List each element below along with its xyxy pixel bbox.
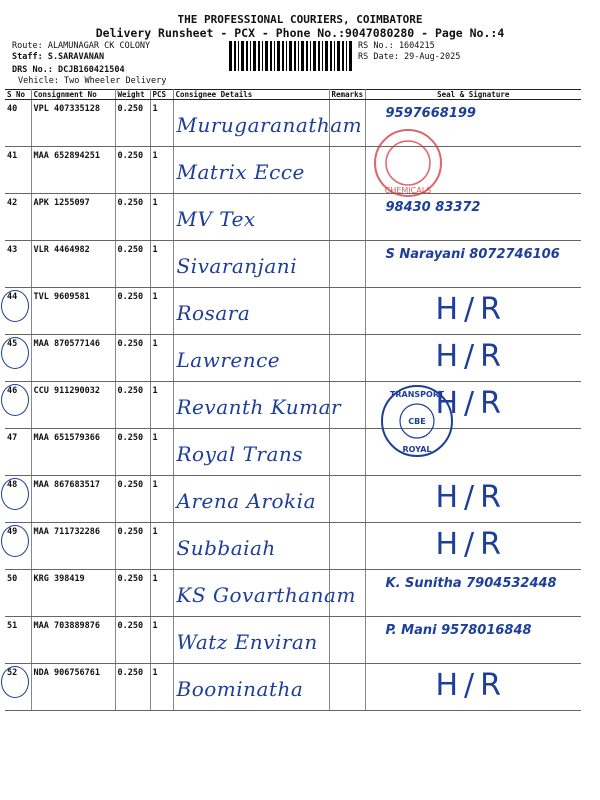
consignment-number (31, 523, 115, 570)
consignee-cell (173, 476, 329, 523)
sno-cell-text: 49 (7, 527, 18, 537)
signature-handwriting: K. Sunitha 7904532448 (385, 576, 557, 591)
consignment-number-text: MAA 867683517 (33, 480, 101, 490)
pcs-cell (150, 147, 173, 194)
consignment-number-text: MAA 652894251 (33, 151, 101, 161)
barcode-bar (349, 41, 352, 71)
remarks-cell (329, 288, 365, 335)
sno-cell (5, 335, 31, 382)
weight-cell (115, 100, 150, 147)
signature-cell (365, 241, 581, 288)
pcs-cell (150, 100, 173, 147)
weight-cell-text: 0.250 (117, 480, 144, 490)
signature-handwriting: H/R (435, 339, 508, 374)
runsheet-table (5, 89, 581, 711)
consignee-cell (173, 288, 329, 335)
barcode-bar (337, 41, 340, 71)
handwritten-circle-mark (1, 666, 29, 698)
pcs-cell (150, 241, 173, 288)
consignment-number (31, 617, 115, 664)
barcode-bar (334, 41, 335, 71)
consignment-number (31, 664, 115, 711)
seal-text: CHEMICALS (384, 186, 432, 195)
pcs-cell-text: 1 (152, 433, 158, 443)
weight-cell (115, 617, 150, 664)
consignee-handwriting: MV Tex (176, 207, 256, 231)
pcs-cell (150, 523, 173, 570)
barcode-bar (274, 41, 275, 71)
consignment-number-text: VPL 407335128 (33, 104, 101, 114)
consignment-number-text: MAA 703889876 (33, 621, 101, 631)
signature-cell (365, 335, 581, 382)
sno-cell-text: 50 (7, 574, 18, 584)
table-header-row (5, 90, 581, 100)
col-seal-signature: Seal & Signature (365, 90, 581, 100)
pcs-cell (150, 382, 173, 429)
pcs-cell-text: 1 (152, 151, 158, 161)
barcode-bar (238, 41, 239, 71)
route-label: Route: ALAMUNAGAR CK COLONY (12, 41, 151, 51)
weight-cell (115, 147, 150, 194)
sno-cell (5, 570, 31, 617)
barcode-bar (270, 41, 272, 71)
pcs-cell-text: 1 (152, 339, 158, 349)
table-row (5, 664, 581, 711)
table-row (5, 288, 581, 335)
remarks-cell (329, 194, 365, 241)
document-subtitle: Delivery Runsheet - PCX - Phone No.:9047080280 - Page No.:4 (95, 26, 505, 40)
barcode-bar (313, 41, 316, 71)
sno-cell (5, 288, 31, 335)
barcode-bar (250, 41, 251, 71)
consignee-handwriting: Rosara (176, 301, 251, 325)
handwritten-circle-mark (1, 384, 29, 416)
signature-cell (365, 664, 581, 711)
pcs-cell-text: 1 (152, 574, 158, 584)
pcs-cell-text: 1 (152, 386, 158, 396)
consignee-handwriting: Subbaiah (176, 536, 276, 560)
weight-cell-text: 0.250 (117, 668, 144, 678)
transport-stamp (378, 382, 456, 460)
barcode-bar (342, 41, 344, 71)
sno-cell-text: 51 (7, 621, 18, 631)
sno-cell (5, 664, 31, 711)
weight-cell (115, 523, 150, 570)
remarks-cell (329, 100, 365, 147)
consignment-number-text: MAA 711732286 (33, 527, 101, 537)
pcs-cell (150, 335, 173, 382)
sno-cell (5, 523, 31, 570)
consignee-cell (173, 335, 329, 382)
weight-cell-text: 0.250 (117, 151, 144, 161)
barcode-bar (262, 41, 263, 71)
remarks-cell (329, 241, 365, 288)
consignment-number-text: VLR 4464982 (33, 245, 90, 255)
barcode-bar (289, 41, 292, 71)
table-row (5, 570, 581, 617)
table-row (5, 241, 581, 288)
barcode-bar (298, 41, 299, 71)
weight-cell-text: 0.250 (117, 386, 144, 396)
sno-cell-text: 52 (7, 668, 18, 678)
consignment-number-text: CCU 911290032 (33, 386, 101, 396)
barcode-bar (241, 41, 244, 71)
signature-cell (365, 288, 581, 335)
consignee-handwriting: Murugaranatham (176, 113, 363, 137)
signature-handwriting: H/R (435, 480, 508, 515)
consignee-handwriting: Revanth Kumar (176, 395, 342, 419)
barcode-bar (234, 41, 236, 71)
consignee-cell (173, 100, 363, 147)
consignee-handwriting: Boominatha (176, 677, 304, 701)
sno-cell (5, 241, 31, 288)
signature-handwriting: H/R (435, 386, 508, 421)
consignment-number-text: APK 1255097 (33, 198, 90, 208)
sno-cell (5, 194, 31, 241)
signature-handwriting: H/R (435, 668, 508, 703)
consignee-handwriting: KS Govarthanam (176, 583, 356, 607)
pcs-cell-text: 1 (152, 480, 158, 490)
remarks-cell (329, 335, 365, 382)
table-row (5, 617, 581, 664)
pcs-cell (150, 570, 173, 617)
weight-cell-text: 0.250 (117, 433, 144, 443)
sno-cell-text: 43 (7, 245, 18, 255)
svg-text:TRANSPORT: TRANSPORT (389, 390, 445, 399)
drs-label: DRS No.: DCJB160421504 (12, 65, 125, 75)
consignment-number (31, 194, 115, 241)
pcs-cell-text: 1 (152, 621, 158, 631)
barcode-bar (301, 41, 304, 71)
svg-text:ROYAL: ROYAL (402, 445, 432, 454)
remarks-cell (329, 382, 365, 429)
sno-cell (5, 617, 31, 664)
signature-handwriting: H/R (435, 527, 508, 562)
table-row (5, 429, 581, 476)
barcode-bar (286, 41, 287, 71)
consignment-number-text: MAA 651579366 (33, 433, 101, 443)
col-consignment: Consignment No (31, 90, 115, 100)
sno-cell-text: 40 (7, 104, 18, 114)
consignee-handwriting: Royal Trans (176, 442, 304, 466)
pcs-cell (150, 664, 173, 711)
pcs-cell (150, 288, 173, 335)
consignment-number (31, 288, 115, 335)
signature-cell (365, 523, 581, 570)
sno-cell (5, 382, 31, 429)
barcode-bar (277, 41, 280, 71)
consignment-number (31, 147, 115, 194)
weight-cell (115, 194, 150, 241)
pcs-cell-text: 1 (152, 292, 158, 302)
sno-cell (5, 147, 31, 194)
sno-cell (5, 100, 31, 147)
barcode-bar (310, 41, 311, 71)
sno-cell (5, 429, 31, 476)
consignment-number-text: MAA 870577146 (33, 339, 101, 349)
sno-cell-text: 44 (7, 292, 18, 302)
consignment-number (31, 429, 115, 476)
barcode-image (229, 41, 353, 71)
col-pcs: PCS (150, 90, 173, 100)
weight-cell (115, 664, 150, 711)
barcode-bar (346, 41, 347, 71)
signature-cell (365, 194, 581, 241)
remarks-cell (329, 617, 365, 664)
table-row (5, 523, 581, 570)
staff-label: Staff: S.SARAVANAN (12, 52, 105, 62)
consignee-handwriting: Sivaranjani (176, 254, 298, 278)
weight-cell-text: 0.250 (117, 527, 144, 537)
sno-cell-text: 48 (7, 480, 18, 490)
weight-cell-text: 0.250 (117, 574, 144, 584)
barcode-bar (253, 41, 256, 71)
handwritten-circle-mark (1, 478, 29, 510)
table-row (5, 476, 581, 523)
sno-cell-text: 41 (7, 151, 18, 161)
sno-cell-text: 46 (7, 386, 18, 396)
col-weight: Weight (115, 90, 150, 100)
pcs-cell (150, 617, 173, 664)
weight-cell-text: 0.250 (117, 621, 144, 631)
consignment-number (31, 241, 115, 288)
handwritten-circle-mark (1, 525, 29, 557)
weight-cell (115, 241, 150, 288)
pcs-cell-text: 1 (152, 104, 158, 114)
signature-handwriting: H/R (435, 292, 508, 327)
consignee-cell (173, 241, 329, 288)
table-row (5, 194, 581, 241)
pcs-cell-text: 1 (152, 245, 158, 255)
consignment-number (31, 476, 115, 523)
consignee-handwriting: Lawrence (176, 348, 281, 372)
weight-cell (115, 335, 150, 382)
company-seal-stamp (372, 127, 444, 199)
barcode-bar (318, 41, 320, 71)
consignee-cell (173, 382, 342, 429)
pcs-cell (150, 194, 173, 241)
weight-cell (115, 429, 150, 476)
rs-number: RS No.: 1604215 (358, 41, 435, 51)
vehicle-label: Vehicle: Two Wheeler Delivery (18, 76, 167, 86)
weight-cell-text: 0.250 (117, 198, 144, 208)
signature-cell (365, 617, 581, 664)
table-row (5, 382, 581, 429)
consignee-handwriting: Matrix Ecce (176, 160, 305, 184)
consignee-cell (173, 523, 329, 570)
table-row (5, 335, 581, 382)
pcs-cell-text: 1 (152, 527, 158, 537)
weight-cell-text: 0.250 (117, 245, 144, 255)
barcode-bar (229, 41, 232, 71)
signature-handwriting: P. Mani 9578016848 (385, 623, 532, 638)
signature-handwriting: 9597668199 (385, 106, 476, 121)
consignment-number-text: TVL 9609581 (33, 292, 90, 302)
consignee-cell (173, 570, 356, 617)
barcode-bar (322, 41, 323, 71)
sno-cell-text: 42 (7, 198, 18, 208)
barcode-bar (294, 41, 296, 71)
remarks-cell (329, 570, 365, 617)
consignment-number (31, 100, 115, 147)
consignee-cell (173, 664, 329, 711)
pcs-cell (150, 476, 173, 523)
svg-text:CBE: CBE (408, 417, 426, 426)
col-remarks: Remarks (329, 90, 365, 100)
weight-cell (115, 570, 150, 617)
barcode-bar (246, 41, 248, 71)
pcs-cell-text: 1 (152, 668, 158, 678)
sno-cell-text: 45 (7, 339, 18, 349)
remarks-cell (329, 476, 365, 523)
weight-cell-text: 0.250 (117, 339, 144, 349)
sno-cell (5, 476, 31, 523)
remarks-cell (329, 664, 365, 711)
weight-cell-text: 0.250 (117, 104, 144, 114)
remarks-cell (329, 429, 365, 476)
pcs-cell (150, 429, 173, 476)
weight-cell (115, 476, 150, 523)
barcode-bar (265, 41, 268, 71)
barcode-bar (282, 41, 284, 71)
barcode-bar (306, 41, 308, 71)
weight-cell (115, 288, 150, 335)
signature-handwriting: S Narayani 8072746106 (385, 247, 560, 262)
pcs-cell-text: 1 (152, 198, 158, 208)
handwritten-circle-mark (1, 290, 29, 322)
rs-date: RS Date: 29-Aug-2025 (358, 52, 461, 62)
signature-cell (365, 570, 581, 617)
barcode-bar (325, 41, 328, 71)
signature-handwriting: 98430 83372 (385, 200, 481, 215)
consignee-cell (173, 147, 329, 194)
col-sno: S No (5, 90, 31, 100)
consignee-cell (173, 617, 329, 664)
barcode-bar (330, 41, 332, 71)
handwritten-circle-mark (1, 337, 29, 369)
consignee-handwriting: Watz Enviran (176, 630, 318, 654)
consignee-cell (173, 429, 329, 476)
table-row (5, 147, 581, 194)
consignment-number (31, 335, 115, 382)
remarks-cell (329, 523, 365, 570)
consignee-handwriting: Arena Arokia (176, 489, 316, 513)
signature-cell (365, 476, 581, 523)
consignee-cell (173, 194, 329, 241)
col-consignee: Consignee Details (173, 90, 329, 100)
weight-cell (115, 382, 150, 429)
table-row (5, 100, 581, 147)
remarks-cell (329, 147, 365, 194)
consignment-number-text: NDA 906756761 (33, 668, 101, 678)
barcode-bar (258, 41, 260, 71)
weight-cell-text: 0.250 (117, 292, 144, 302)
consignment-number (31, 382, 115, 429)
consignment-number (31, 570, 115, 617)
sno-cell-text: 47 (7, 433, 18, 443)
consignment-number-text: KRG 398419 (33, 574, 85, 584)
document-title: THE PROFESSIONAL COURIERS, COIMBATORE (177, 13, 423, 26)
